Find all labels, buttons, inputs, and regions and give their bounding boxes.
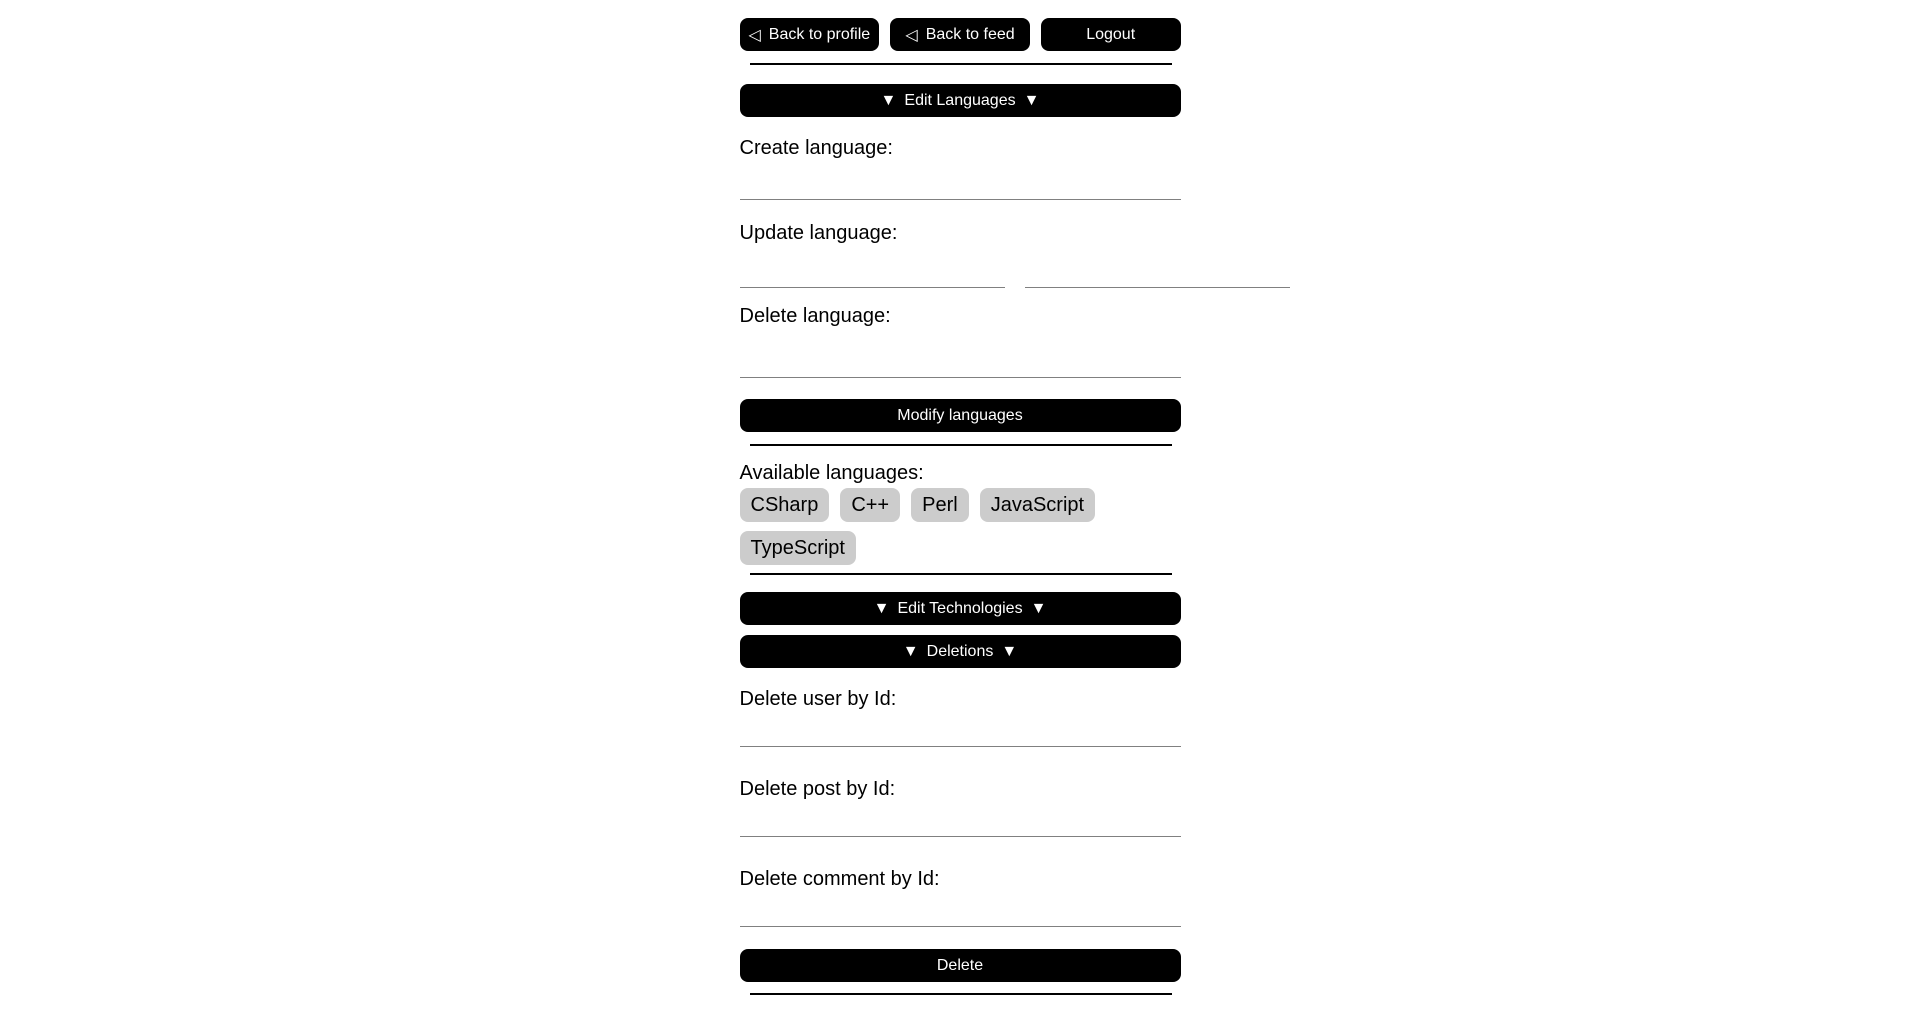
language-tag[interactable]: JavaScript: [980, 488, 1095, 522]
back-to-profile-label: Back to profile: [768, 25, 871, 43]
chevron-down-icon: ▼: [1001, 642, 1018, 660]
chevron-down-icon: ▼: [880, 91, 897, 109]
separator: [750, 63, 1172, 65]
update-language-field: [740, 222, 1181, 288]
separator: [750, 993, 1172, 995]
deletions-toggle-label: Deletions: [926, 642, 994, 660]
delete-user-field: [740, 688, 1181, 747]
delete-post-label: Delete post by Id:: [739, 778, 896, 800]
delete-language-field: [740, 305, 1181, 378]
language-tag[interactable]: CSharp: [740, 488, 830, 522]
delete-comment-label: Delete comment by Id:: [739, 868, 940, 890]
delete-user-input[interactable]: [740, 711, 1181, 747]
delete-post-input[interactable]: [740, 801, 1181, 837]
delete-comment-input[interactable]: [740, 891, 1181, 927]
logout-button[interactable]: [1041, 18, 1181, 51]
edit-languages-toggle-label: Edit Languages: [904, 91, 1016, 109]
chevron-down-icon: ▼: [1030, 599, 1047, 617]
back-to-feed-button[interactable]: [890, 18, 1030, 51]
back-arrow-icon: ◁: [905, 26, 918, 44]
delete-button-label: Delete: [936, 956, 984, 974]
back-to-profile-button[interactable]: [740, 18, 880, 51]
chevron-down-icon: ▼: [902, 642, 919, 660]
language-tag[interactable]: Perl: [911, 488, 969, 522]
chevron-down-icon: ▼: [1023, 91, 1040, 109]
delete-post-field: [740, 778, 1181, 837]
back-to-feed-label: Back to feed: [925, 25, 1015, 43]
delete-button[interactable]: [740, 949, 1181, 982]
create-language-label: Create language:: [739, 137, 893, 159]
admin-panel: [740, 18, 1181, 1012]
edit-technologies-toggle[interactable]: [740, 592, 1181, 625]
separator: [750, 444, 1172, 446]
language-tag[interactable]: TypeScript: [740, 531, 856, 565]
edit-languages-toggle[interactable]: [740, 84, 1181, 117]
modify-languages-button[interactable]: [740, 399, 1181, 432]
delete-comment-field: [740, 868, 1181, 927]
delete-user-label: Delete user by Id:: [739, 688, 897, 710]
logout-label: Logout: [1086, 25, 1136, 43]
delete-language-input[interactable]: [740, 328, 1181, 378]
deletions-toggle[interactable]: [740, 635, 1181, 668]
update-language-old-input[interactable]: [740, 245, 1005, 288]
back-arrow-icon: ◁: [748, 26, 761, 44]
delete-language-label: Delete language:: [739, 305, 891, 327]
topbar: [740, 18, 1181, 51]
edit-technologies-toggle-label: Edit Technologies: [897, 599, 1023, 617]
language-tag[interactable]: C++: [840, 488, 900, 522]
separator: [750, 573, 1172, 575]
modify-languages-label: Modify languages: [897, 406, 1023, 424]
available-languages-section: [740, 462, 1181, 565]
available-languages-label: Available languages:: [739, 462, 924, 484]
chevron-down-icon: ▼: [873, 599, 890, 617]
update-language-inputs: [740, 245, 1181, 288]
update-language-new-input[interactable]: [1025, 245, 1290, 288]
language-tags: [740, 488, 1181, 565]
create-language-field: [740, 137, 1181, 200]
create-language-input[interactable]: [740, 160, 1181, 200]
update-language-label: Update language:: [739, 222, 898, 244]
